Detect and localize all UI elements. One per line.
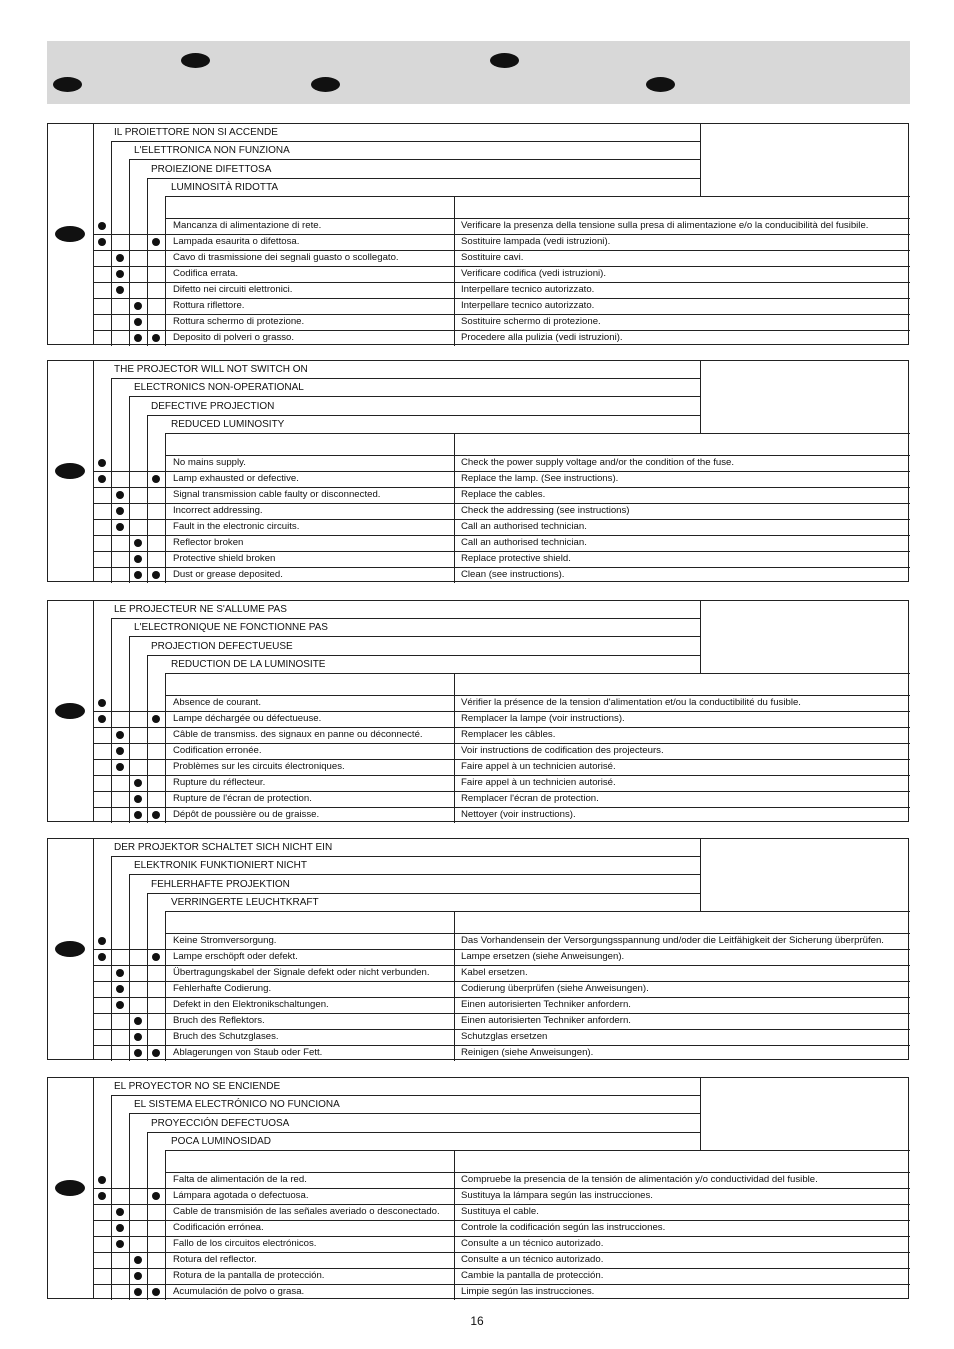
header-rule: [147, 178, 700, 179]
cause-text: Codificación errónea.: [173, 1222, 264, 1233]
column-divider: [129, 1113, 130, 1300]
row-rule: [93, 965, 910, 966]
indicator-dot-icon: [116, 254, 124, 262]
header-rule: [147, 655, 700, 656]
row-rule: [93, 1045, 910, 1046]
cause-text: Keine Stromversorgung.: [173, 935, 277, 946]
indicator-dot-icon: [116, 1208, 124, 1216]
row-rule: [93, 759, 910, 760]
remedy-text: Remplacer les câbles.: [461, 729, 556, 740]
symptom-title: ELEKTRONIK FUNKTIONIERT NICHT: [134, 860, 307, 871]
symptom-title: ELECTRONICS NON-OPERATIONAL: [134, 382, 304, 393]
symptom-title: PROJECTION DEFECTUEUSE: [151, 641, 293, 652]
indicator-dot-icon: [116, 985, 124, 993]
indicator-dot-icon: [116, 523, 124, 531]
indicator-dot-icon: [134, 1049, 142, 1057]
remedy-text: Check the addressing (see instructions): [461, 505, 630, 516]
indicator-dot-icon: [134, 1256, 142, 1264]
remedy-text: Remplacer l'écran de protection.: [461, 793, 599, 804]
language-flag-icon: [55, 703, 85, 719]
remedy-text: Compruebe la presencia de la tensión de alimentación y/o conductividad del fusible.: [461, 1174, 818, 1185]
cause-text: Rotura del reflector.: [173, 1254, 257, 1265]
row-rule: [93, 1252, 910, 1253]
remedy-text: Einen autorisierten Techniker anfordern.: [461, 1015, 631, 1026]
row-rule: [93, 1236, 910, 1237]
remedy-text: Reinigen (siehe Anweisungen).: [461, 1047, 594, 1058]
row-rule: [93, 981, 910, 982]
troubleshooting-section: [47, 1077, 909, 1299]
cause-text: Cable de transmisión de las señales averiado o desconectado.: [173, 1206, 440, 1217]
indicator-dot-icon: [98, 459, 106, 467]
cause-text: Dust or grease deposited.: [173, 569, 283, 580]
remedy-text: Controle la codificación según las instrucciones.: [461, 1222, 666, 1233]
row-rule: [93, 1188, 910, 1189]
symptom-title: VERRINGERTE LEUCHTKRAFT: [171, 897, 319, 908]
cause-text: Bruch des Reflektors.: [173, 1015, 265, 1026]
language-flag-icon: [53, 77, 82, 92]
column-divider: [147, 178, 148, 346]
header-rule: [165, 196, 700, 197]
indicator-dot-icon: [116, 1001, 124, 1009]
indicator-dot-icon: [116, 763, 124, 771]
remedy-text: Consulte a un técnico autorizado.: [461, 1238, 604, 1249]
language-flag-icon: [55, 226, 85, 242]
column-divider: [111, 378, 112, 583]
symptom-title: REDUCED LUMINOSITY: [171, 419, 285, 430]
symptom-title: EL PROYECTOR NO SE ENCIENDE: [114, 1081, 281, 1092]
cause-text: Übertragungskabel der Signale defekt oder nicht verbunden.: [173, 967, 430, 978]
indicator-dot-icon: [134, 1033, 142, 1041]
symptom-title: L'ELETTRONICA NON FUNZIONA: [134, 145, 290, 156]
indicator-dot-icon: [116, 731, 124, 739]
header-rule: [147, 1132, 700, 1133]
indicator-dot-icon: [152, 811, 160, 819]
remedy-text: Verificare la presenza della tensione sulla presa di alimentazione e/o la conducibilità del fusibile.: [461, 220, 869, 231]
cause-text: Mancanza di alimentazione di rete.: [173, 220, 322, 231]
remedy-text: Replace the lamp. (See instructions).: [461, 473, 619, 484]
indicator-dot-icon: [116, 969, 124, 977]
symptom-title: THE PROJECTOR WILL NOT SWITCH ON: [114, 364, 308, 375]
row-rule: [93, 314, 910, 315]
cause-text: Problèmes sur les circuits électroniques.: [173, 761, 345, 772]
header-rule: [165, 911, 700, 912]
header-rule: [165, 433, 700, 434]
language-flag-icon: [490, 53, 519, 68]
row-rule: [93, 1268, 910, 1269]
row-rule: [93, 567, 910, 568]
header-rule: [111, 618, 700, 619]
indicator-dot-icon: [116, 1224, 124, 1232]
cause-text: Rottura riflettore.: [173, 300, 245, 311]
cause-text: Rupture du réflecteur.: [173, 777, 266, 788]
remedy-text: Sostituire cavi.: [461, 252, 524, 263]
remedy-text: Sostituire lampada (vedi istruzioni).: [461, 236, 611, 247]
remedy-text: Replace protective shield.: [461, 553, 571, 564]
row-rule: [93, 1284, 910, 1285]
header-rule: [700, 1150, 910, 1151]
symptom-title: POCA LUMINOSIDAD: [171, 1136, 272, 1147]
header-rule: [700, 673, 910, 674]
row-rule: [93, 1220, 910, 1221]
remedy-text: Schutzglas ersetzen: [461, 1031, 548, 1042]
indicator-dot-icon: [98, 715, 106, 723]
remedy-text: Procedere alla pulizia (vedi istruzioni).: [461, 332, 623, 343]
cause-text: Incorrect addressing.: [173, 505, 263, 516]
cause-text: Lampada esaurita o difettosa.: [173, 236, 300, 247]
row-rule: [93, 471, 910, 472]
row-rule: [93, 711, 910, 712]
column-divider: [700, 601, 701, 673]
column-divider: [454, 196, 455, 346]
cause-text: Lamp exhausted or defective.: [173, 473, 299, 484]
remedy-text: Codierung überprüfen (siehe Anweisungen).: [461, 983, 649, 994]
indicator-dot-icon: [152, 238, 160, 246]
row-rule: [93, 551, 910, 552]
row-rule: [93, 266, 910, 267]
column-divider: [111, 141, 112, 346]
cause-text: Ablagerungen von Staub oder Fett.: [173, 1047, 323, 1058]
indicator-dot-icon: [134, 302, 142, 310]
remedy-text: Faire appel à un technicien autorisé.: [461, 777, 616, 788]
column-divider: [147, 415, 148, 583]
indicator-dot-icon: [134, 318, 142, 326]
remedy-text: Nettoyer (voir instructions).: [461, 809, 576, 820]
header-rule: [111, 141, 700, 142]
indicator-dot-icon: [134, 1288, 142, 1296]
row-rule: [93, 775, 910, 776]
row-rule: [93, 1029, 910, 1030]
column-divider: [111, 618, 112, 823]
language-flag-icon: [55, 463, 85, 479]
cause-text: Codifica errata.: [173, 268, 239, 279]
remedy-text: Sostituire schermo di protezione.: [461, 316, 601, 327]
row-rule: [93, 1013, 910, 1014]
column-divider: [700, 124, 701, 196]
indicator-dot-icon: [134, 539, 142, 547]
header-rule: [129, 396, 700, 397]
cause-text: Signal transmission cable faulty or disconnected.: [173, 489, 381, 500]
column-divider: [454, 911, 455, 1061]
symptom-title: L'ELECTRONIQUE NE FONCTIONNE PAS: [134, 622, 328, 633]
language-flag-icon: [55, 941, 85, 957]
symptom-title: PROYECCIÓN DEFECTUOSA: [151, 1118, 290, 1129]
cause-text: Bruch des Schutzglases.: [173, 1031, 279, 1042]
remedy-text: Sustituya el cable.: [461, 1206, 539, 1217]
cause-text: No mains supply.: [173, 457, 246, 468]
header-rule: [147, 893, 700, 894]
indicator-dot-icon: [134, 334, 142, 342]
cause-text: Codification erronée.: [173, 745, 262, 756]
remedy-text: Kabel ersetzen.: [461, 967, 528, 978]
indicator-dot-icon: [134, 779, 142, 787]
indicator-dot-icon: [134, 811, 142, 819]
cause-text: Rottura schermo di protezione.: [173, 316, 305, 327]
header-rule: [129, 636, 700, 637]
symptom-title: LE PROJECTEUR NE S'ALLUME PAS: [114, 604, 287, 615]
indicator-dot-icon: [152, 334, 160, 342]
remedy-text: Das Vorhandensein der Versorgungsspannung und/oder die Leitfähigkeit der Sicherung überprüfen.: [461, 935, 884, 946]
remedy-text: Interpellare tecnico autorizzato.: [461, 300, 595, 311]
language-flag-icon: [646, 77, 675, 92]
row-rule: [93, 503, 910, 504]
page-number: 16: [470, 1314, 484, 1328]
indicator-dot-icon: [152, 1049, 160, 1057]
cause-text: Deposito di polveri o grasso.: [173, 332, 295, 343]
column-divider: [147, 893, 148, 1061]
header-rule: [700, 196, 910, 197]
header-rule: [111, 1095, 700, 1096]
symptom-title: REDUCTION DE LA LUMINOSITE: [171, 659, 326, 670]
cause-text: Lampe déchargée ou défectueuse.: [173, 713, 322, 724]
indicator-dot-icon: [98, 937, 106, 945]
row-rule: [93, 807, 910, 808]
column-divider: [129, 159, 130, 346]
column-divider: [111, 1095, 112, 1300]
symptom-title: FEHLERHAFTE PROJEKTION: [151, 879, 290, 890]
remedy-text: Lampe ersetzen (siehe Anweisungen).: [461, 951, 625, 962]
troubleshooting-section: [47, 360, 909, 582]
cause-text: Rotura de la pantalla de protección.: [173, 1270, 325, 1281]
remedy-text: Vérifier la présence de la tension d'alimentation et/ou la conductibilité du fusible.: [461, 697, 801, 708]
cause-text: Protective shield broken: [173, 553, 276, 564]
symptom-title: IL PROIETTORE NON SI ACCENDE: [114, 127, 278, 138]
remedy-text: Faire appel à un technicien autorisé.: [461, 761, 616, 772]
indicator-dot-icon: [134, 1272, 142, 1280]
header-rule: [147, 415, 700, 416]
remedy-text: Call an authorised technician.: [461, 537, 587, 548]
column-divider: [147, 655, 148, 823]
cause-text: Rupture de l'écran de protection.: [173, 793, 312, 804]
cause-text: Acumulación de polvo o grasa.: [173, 1286, 305, 1297]
indicator-dot-icon: [98, 1192, 106, 1200]
row-rule: [93, 487, 910, 488]
column-divider: [454, 1150, 455, 1300]
remedy-text: Voir instructions de codification des projecteurs.: [461, 745, 664, 756]
symptom-title: DER PROJEKTOR SCHALTET SICH NICHT EIN: [114, 842, 333, 853]
language-flag-icon: [311, 77, 340, 92]
remedy-text: Verificare codifica (vedi istruzioni).: [461, 268, 607, 279]
column-divider: [454, 673, 455, 823]
column-divider: [700, 361, 701, 433]
header-rule: [165, 673, 700, 674]
remedy-text: Einen autorisierten Techniker anfordern.: [461, 999, 631, 1010]
header-rule: [129, 159, 700, 160]
row-rule: [165, 1172, 910, 1173]
row-rule: [93, 997, 910, 998]
cause-text: Dépôt de poussière ou de graisse.: [173, 809, 320, 820]
column-divider: [454, 433, 455, 583]
cause-text: Difetto nei circuiti elettronici.: [173, 284, 293, 295]
indicator-dot-icon: [152, 715, 160, 723]
remedy-text: Limpie según las instrucciones.: [461, 1286, 595, 1297]
column-divider: [129, 636, 130, 823]
header-rule: [111, 378, 700, 379]
indicator-dot-icon: [152, 1192, 160, 1200]
row-rule: [93, 519, 910, 520]
row-rule: [165, 695, 910, 696]
header-rule: [700, 433, 910, 434]
cause-text: Fehlerhafte Codierung.: [173, 983, 272, 994]
remedy-text: Check the power supply voltage and/or the condition of the fuse.: [461, 457, 735, 468]
language-header-band: [47, 41, 910, 104]
row-rule: [93, 298, 910, 299]
indicator-dot-icon: [98, 953, 106, 961]
troubleshooting-section: [47, 123, 909, 345]
indicator-dot-icon: [98, 238, 106, 246]
row-rule: [93, 743, 910, 744]
indicator-dot-icon: [152, 571, 160, 579]
column-divider: [129, 874, 130, 1061]
cause-text: Falta de alimentación de la red.: [173, 1174, 307, 1185]
indicator-dot-icon: [152, 953, 160, 961]
row-rule: [165, 455, 910, 456]
cause-text: Fault in the electronic circuits.: [173, 521, 300, 532]
indicator-dot-icon: [116, 747, 124, 755]
row-rule: [93, 949, 910, 950]
header-rule: [129, 874, 700, 875]
indicator-dot-icon: [134, 555, 142, 563]
remedy-text: Interpellare tecnico autorizzato.: [461, 284, 595, 295]
header-rule: [111, 856, 700, 857]
row-rule: [93, 791, 910, 792]
indicator-dot-icon: [98, 475, 106, 483]
remedy-text: Cambie la pantalla de protección.: [461, 1270, 604, 1281]
row-rule: [93, 1204, 910, 1205]
row-rule: [93, 330, 910, 331]
language-flag-icon: [55, 1180, 85, 1196]
indicator-dot-icon: [134, 571, 142, 579]
indicator-dot-icon: [116, 270, 124, 278]
indicator-dot-icon: [134, 795, 142, 803]
cause-text: Absence de courant.: [173, 697, 262, 708]
remedy-text: Call an authorised technician.: [461, 521, 587, 532]
indicator-dot-icon: [116, 507, 124, 515]
indicator-dot-icon: [98, 1176, 106, 1184]
cause-text: Lámpara agotada o defectuosa.: [173, 1190, 309, 1201]
column-divider: [111, 856, 112, 1061]
indicator-dot-icon: [116, 286, 124, 294]
cause-text: Reflector broken: [173, 537, 244, 548]
indicator-dot-icon: [98, 699, 106, 707]
remedy-text: Clean (see instructions).: [461, 569, 565, 580]
cause-text: Fallo de los circuitos electrónicos.: [173, 1238, 317, 1249]
troubleshooting-section: [47, 600, 909, 822]
indicator-dot-icon: [98, 222, 106, 230]
row-rule: [93, 250, 910, 251]
column-divider: [129, 396, 130, 583]
cause-text: Cavo di trasmissione dei segnali guasto o scollegato.: [173, 252, 399, 263]
indicator-dot-icon: [116, 1240, 124, 1248]
row-rule: [93, 282, 910, 283]
row-rule: [93, 727, 910, 728]
remedy-text: Replace the cables.: [461, 489, 546, 500]
remedy-text: Sustituya la lámpara según las instrucciones.: [461, 1190, 653, 1201]
indicator-dot-icon: [152, 1288, 160, 1296]
column-divider: [700, 839, 701, 911]
column-divider: [147, 1132, 148, 1300]
indicator-dot-icon: [116, 491, 124, 499]
cause-text: Lampe erschöpft oder defekt.: [173, 951, 298, 962]
symptom-title: PROIEZIONE DIFETTOSA: [151, 164, 272, 175]
language-flag-icon: [181, 53, 210, 68]
row-rule: [165, 933, 910, 934]
header-rule: [165, 1150, 700, 1151]
indicator-dot-icon: [152, 475, 160, 483]
row-rule: [93, 535, 910, 536]
column-divider: [700, 1078, 701, 1150]
symptom-title: LUMINOSITÀ RIDOTTA: [171, 182, 279, 193]
row-rule: [165, 218, 910, 219]
header-rule: [700, 911, 910, 912]
remedy-text: Remplacer la lampe (voir instructions).: [461, 713, 625, 724]
symptom-title: DEFECTIVE PROJECTION: [151, 401, 275, 412]
cause-text: Câble de transmiss. des signaux en panne ou déconnecté.: [173, 729, 423, 740]
cause-text: Defekt in den Elektronikschaltungen.: [173, 999, 329, 1010]
troubleshooting-section: [47, 838, 909, 1060]
indicator-dot-icon: [134, 1017, 142, 1025]
symptom-title: EL SISTEMA ELECTRÓNICO NO FUNCIONA: [134, 1099, 340, 1110]
row-rule: [93, 234, 910, 235]
header-rule: [129, 1113, 700, 1114]
remedy-text: Consulte a un técnico autorizado.: [461, 1254, 604, 1265]
